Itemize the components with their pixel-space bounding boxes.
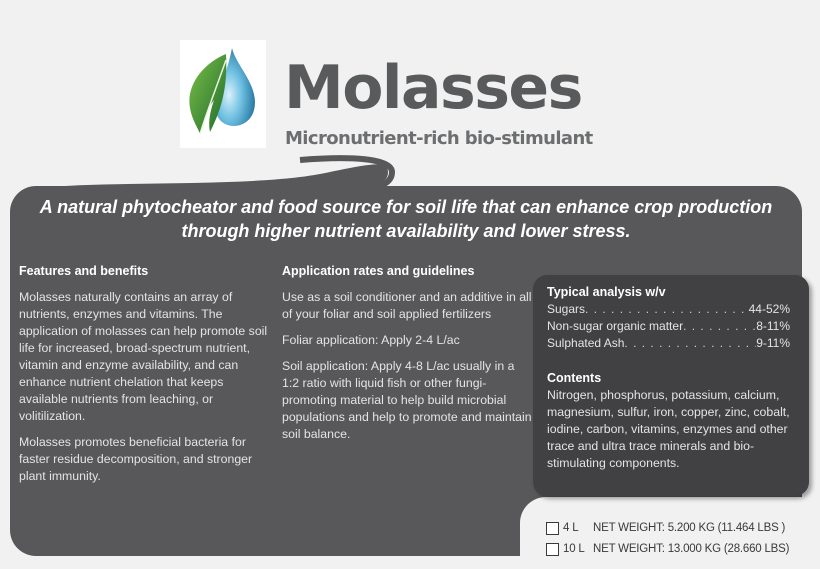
product-title: Molasses (284, 53, 582, 123)
application-text (282, 289, 532, 452)
application-heading: Application rates and guidelines (282, 264, 475, 278)
application-paragraph: Use as a soil conditioner and an additive in all of your foliar and soil applied fertilizers (282, 290, 532, 321)
analysis-value: 44-52% (748, 302, 790, 316)
application-paragraph: Foliar application: Apply 2-4 L/ac (282, 333, 460, 347)
volume-label: 4 L (563, 522, 579, 534)
weight-label: NET WEIGHT: 5.200 KG (11.464 LBS ) (593, 522, 786, 534)
analysis-value: 9-11% (756, 336, 790, 350)
analysis-label: Sulphated Ash (547, 336, 625, 350)
weight-label: NET WEIGHT: 13.000 KG (28.660 LBS) (593, 543, 790, 555)
application-paragraph: Soil application: Apply 4-8 L/ac usually in a 1:2 ratio with liquid fish or other fungi-promoting material to help build microbial populations and help to promote and maintain soil balance. (282, 359, 532, 441)
contents-text: Nitrogen, phosphorus, potassium, calcium, magnesium, sulfur, iron, copper, zinc, cobalt, iodine, carbon, vitamins, enzymes and other trace and ultra trace minerals and bio-stimulating components. (547, 388, 790, 470)
contents-heading: Contents (547, 371, 602, 385)
features-paragraph: Molasses promotes beneficial bacteria for faster residue decomposition, and stronger plant immunity. (19, 435, 253, 483)
features-paragraph: Molasses naturally contains an array of nutrients, enzymes and vitamins. The application of molasses can help promote soil life for increased, broad-spectrum nutrient, vitamin and enzyme availability, and can enhance nutrient chelation that keeps available nutrients from leaching, or volitilization. (19, 290, 268, 423)
net-weight-4l (546, 520, 785, 536)
product-subtitle: Micronutrient-rich bio-stimulant (285, 128, 593, 149)
leader-dots (585, 301, 749, 317)
analysis-row (547, 301, 790, 317)
analysis-row (547, 318, 790, 334)
checkbox-10l[interactable] (546, 543, 559, 556)
features-heading: Features and benefits (19, 264, 149, 278)
features-text (19, 289, 269, 494)
net-weight-10l (546, 541, 789, 557)
analysis-heading: Typical analysis w/v (547, 285, 666, 299)
analysis-label: Non-sugar organic matter (547, 319, 684, 333)
checkbox-4l[interactable] (546, 522, 559, 535)
analysis-label: Sugars (547, 302, 586, 316)
analysis-value: 8-11% (756, 319, 790, 333)
tagline: A natural phytocheator and food source for soil life that can enhance crop production through higher nutrient availability and lower stress. (39, 197, 773, 241)
leader-dots (624, 335, 756, 351)
volume-label: 10 L (563, 543, 585, 555)
analysis-row (547, 335, 790, 351)
leader-dots (683, 318, 756, 334)
